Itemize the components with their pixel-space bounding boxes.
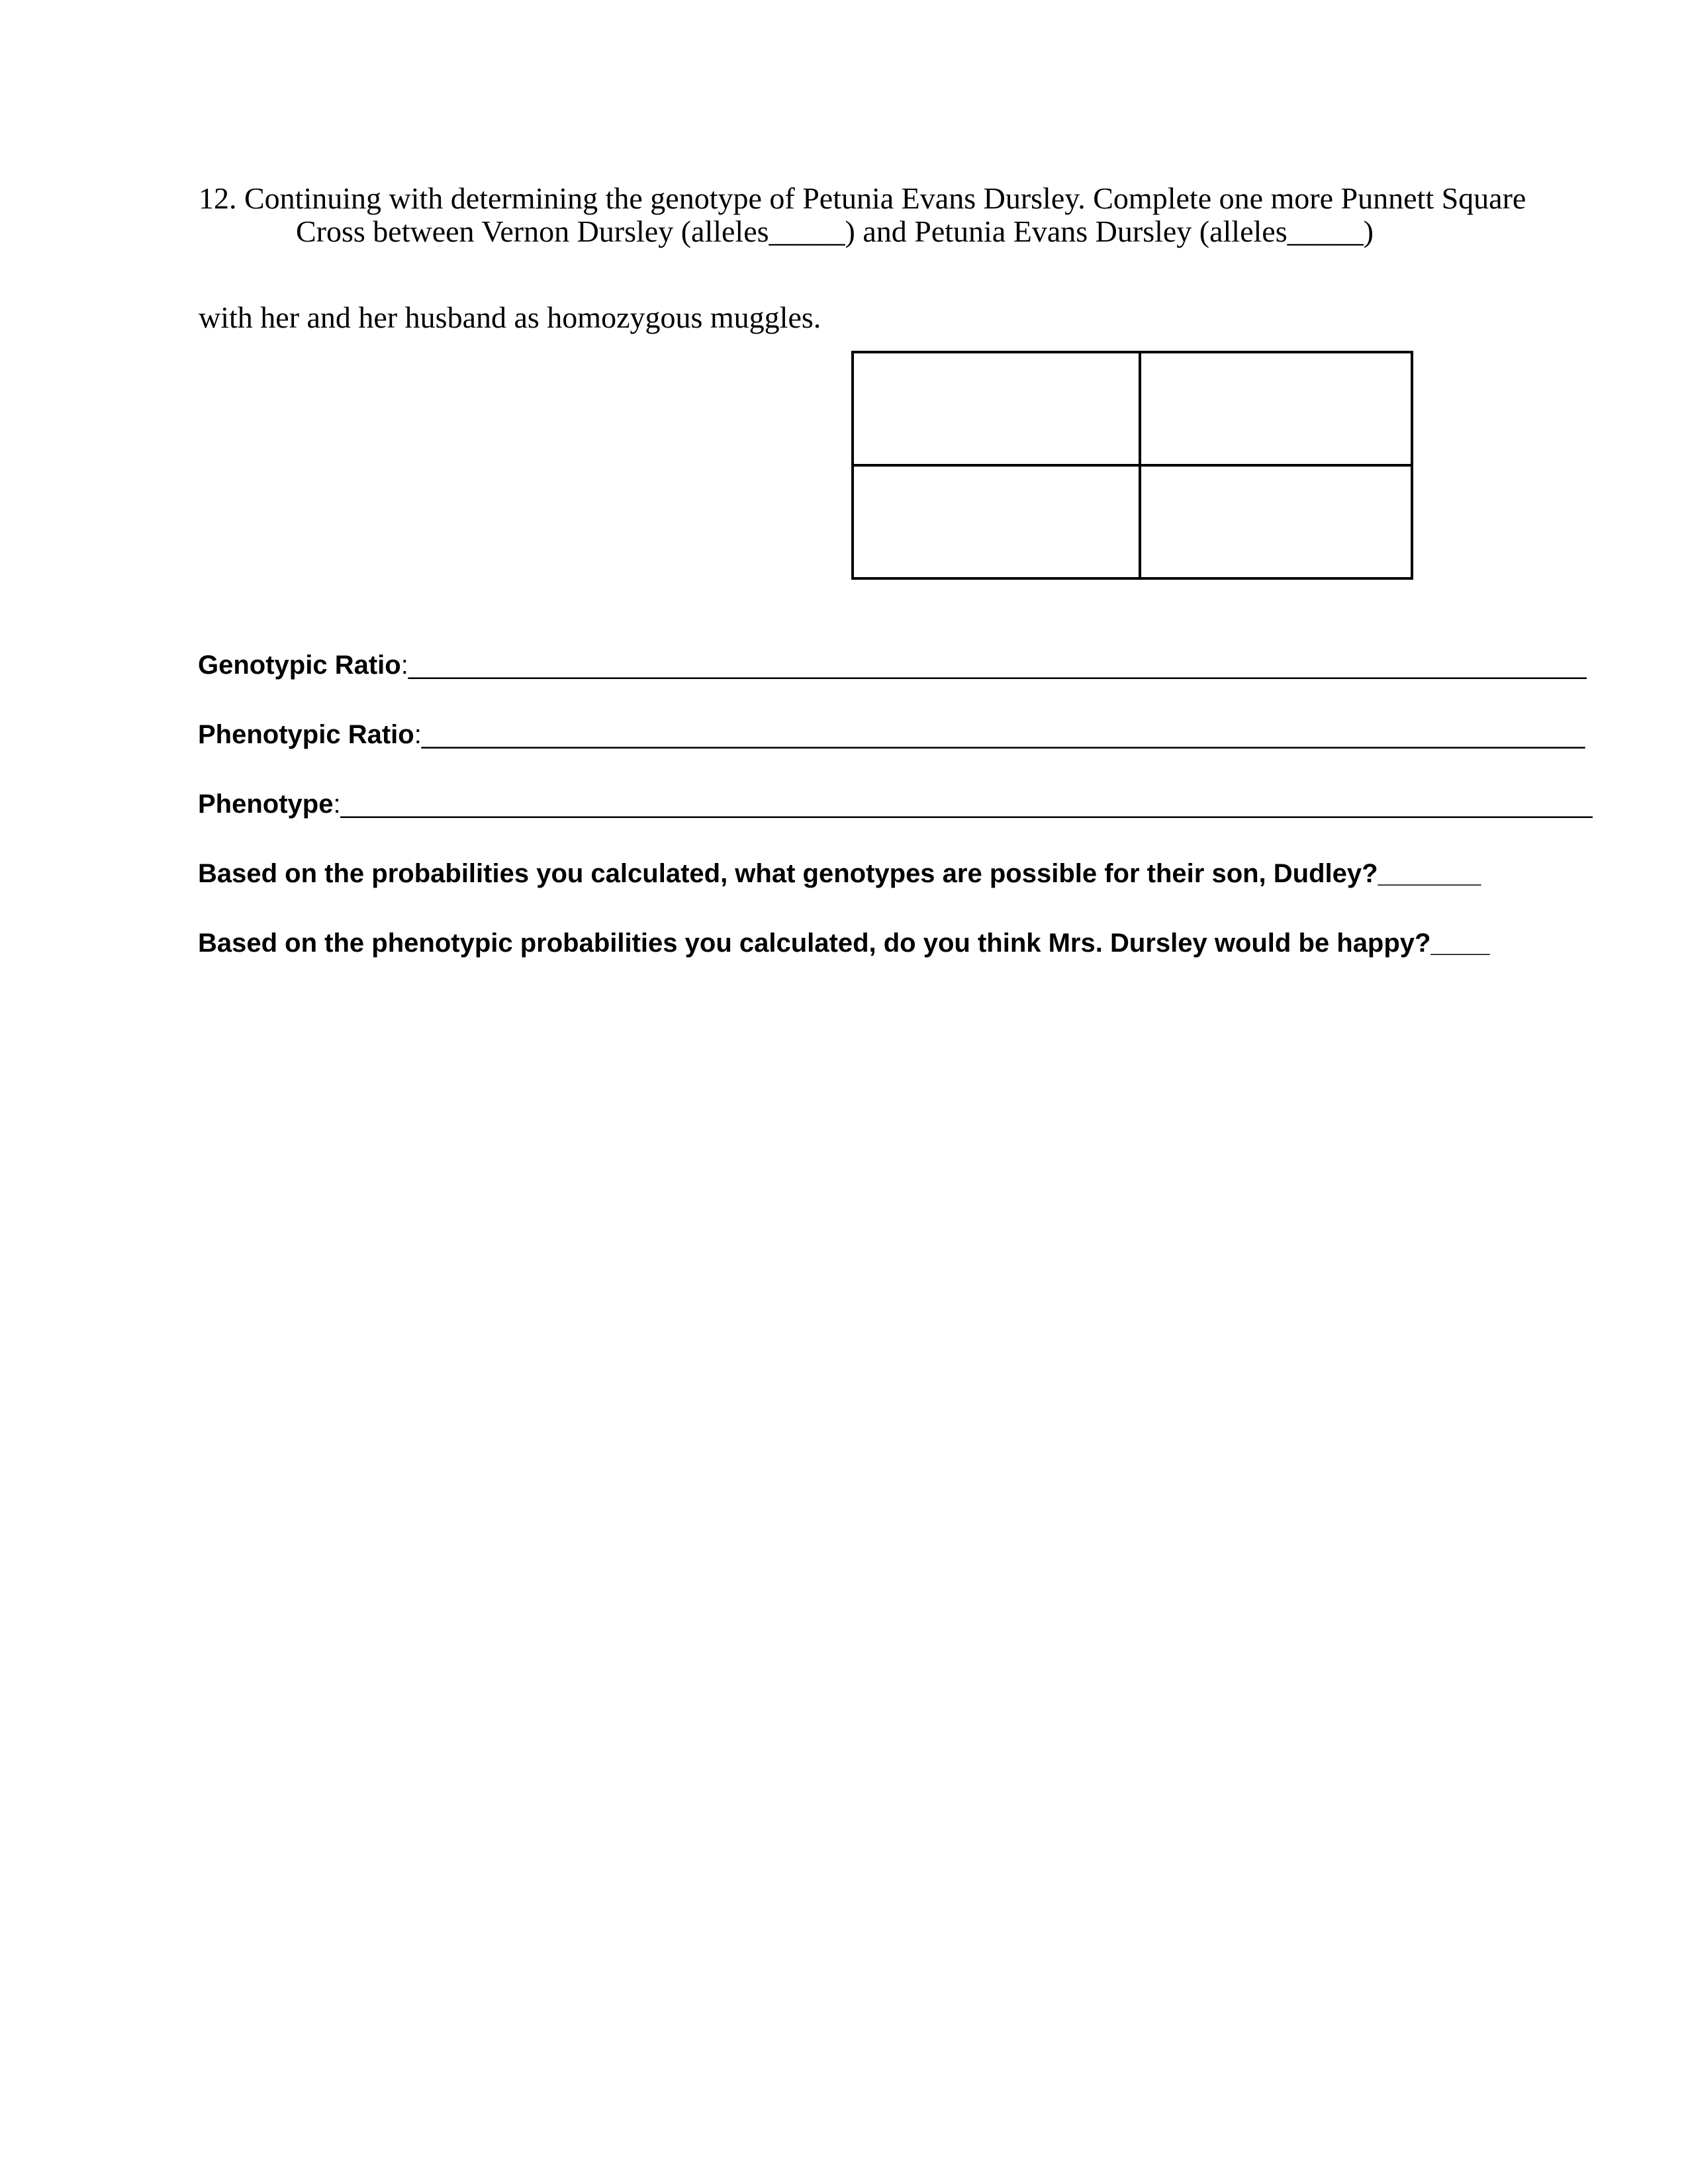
punnett-row-2 bbox=[853, 465, 1412, 578]
dudley-genotypes-label: Based on the probabilities you calculated, what genotypes are possible for their son, Dudley? bbox=[198, 859, 1378, 888]
punnett-cell-1-2[interactable] bbox=[1140, 352, 1412, 465]
dudley-genotypes-question[interactable] bbox=[198, 857, 1481, 890]
cross-statement: Cross between Vernon Dursley (alleles_____) and Petunia Evans Dursley (alleles_____) bbox=[296, 214, 1374, 248]
mrs-dursley-happy-label: Based on the phenotypic probabilities you calculated, do you think Mrs. Dursley would be happy? bbox=[198, 929, 1431, 958]
mrs-dursley-happy-question[interactable] bbox=[198, 927, 1489, 960]
genotypic-ratio-line[interactable] bbox=[198, 649, 1587, 682]
punnett-square bbox=[851, 351, 1413, 580]
punnett-row-1 bbox=[853, 352, 1412, 465]
genotypic-ratio-label: Genotypic Ratio bbox=[198, 651, 401, 680]
phenotype-line[interactable] bbox=[198, 788, 1593, 821]
phenotype-blank: :_____________________________________________________________________________________ bbox=[333, 790, 1593, 819]
genotypic-ratio-blank: :________________________________________________________________________________ bbox=[400, 651, 1587, 680]
phenotypic-ratio-label: Phenotypic Ratio bbox=[198, 720, 414, 749]
dudley-genotypes-blank: _______ bbox=[1378, 859, 1481, 888]
phenotypic-ratio-blank: :_______________________________________________________________________________ bbox=[414, 720, 1585, 749]
punnett-cell-2-1[interactable] bbox=[853, 465, 1140, 578]
question-line-1: 12. Continuing with determining the genotype of Petunia Evans Dursley. Complete one more Punnett Square bbox=[199, 181, 1526, 215]
question-line-2: with her and her husband as homozygous muggles. bbox=[199, 300, 821, 334]
mrs-dursley-happy-blank: ____ bbox=[1430, 929, 1490, 958]
punnett-cell-2-2[interactable] bbox=[1140, 465, 1412, 578]
phenotype-label: Phenotype bbox=[198, 790, 334, 819]
punnett-cell-1-1[interactable] bbox=[853, 352, 1140, 465]
phenotypic-ratio-line[interactable] bbox=[198, 718, 1585, 751]
